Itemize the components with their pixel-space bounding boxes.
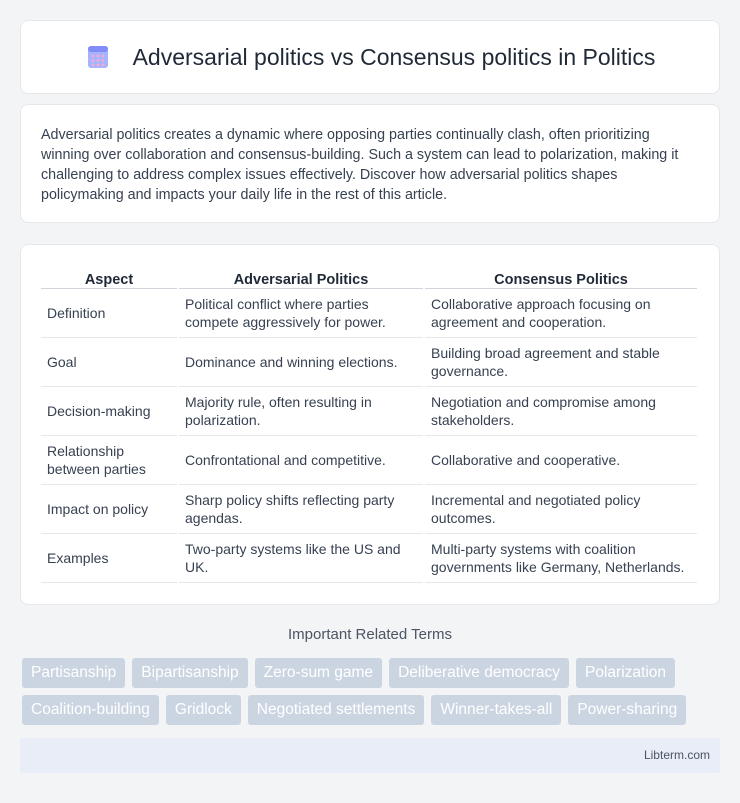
aspect-cell: Definition [41, 289, 177, 338]
header-card [20, 20, 720, 94]
tag-bipartisanship[interactable]: Bipartisanship [132, 658, 247, 688]
adversarial-cell: Political conflict where parties compete aggressively for power. [179, 289, 423, 338]
consensus-cell: Building broad agreement and stable governance. [425, 338, 697, 387]
table-row [41, 436, 697, 485]
related-terms-heading: Important Related Terms [288, 626, 452, 643]
calculator-icon [85, 44, 111, 70]
aspect-cell: Goal [41, 338, 177, 387]
aspect-cell: Impact on policy [41, 485, 177, 534]
intro-card [20, 104, 720, 223]
intro-text: Adversarial politics creates a dynamic where opposing parties continually clash, often prioritizing winning over collaboration and consensus-building. Such a system can lead to polarization, making it challenging to address complex issues effectively. Discover how adversarial politics shapes policymaking and impacts your daily life in the rest of this article. [41, 127, 679, 203]
adversarial-cell: Majority rule, often resulting in polarization. [179, 387, 423, 436]
comparison-table [39, 265, 699, 583]
aspect-cell: Examples [41, 534, 177, 583]
column-header-adversarial: Adversarial Politics [179, 265, 423, 289]
adversarial-cell: Confrontational and competitive. [179, 436, 423, 485]
tag-partisanship[interactable]: Partisanship [22, 658, 125, 688]
consensus-cell: Incremental and negotiated policy outcomes. [425, 485, 697, 534]
consensus-cell: Negotiation and compromise among stakeholders. [425, 387, 697, 436]
consensus-cell: Collaborative and cooperative. [425, 436, 697, 485]
tag-deliberative-democracy[interactable]: Deliberative democracy [389, 658, 569, 688]
aspect-cell: Decision-making [41, 387, 177, 436]
table-row [41, 387, 697, 436]
footer [20, 738, 720, 773]
tag-gridlock[interactable]: Gridlock [166, 695, 241, 725]
consensus-cell: Multi-party systems with coalition governments like Germany, Netherlands. [425, 534, 697, 583]
tag-zero-sum-game[interactable]: Zero-sum game [255, 658, 382, 688]
tag-coalition-building[interactable]: Coalition-building [22, 695, 159, 725]
footer-site-link[interactable]: Libterm.com [643, 748, 710, 762]
tag-winner-takes-all[interactable]: Winner-takes-all [431, 695, 561, 725]
adversarial-cell: Sharp policy shifts reflecting party agendas. [179, 485, 423, 534]
comparison-card [20, 244, 720, 605]
table-row [41, 289, 697, 338]
page-title: Adversarial politics vs Consensus politics in Politics [132, 43, 656, 70]
table-row [41, 338, 697, 387]
table-row [41, 534, 697, 583]
column-header-consensus: Consensus Politics [425, 265, 697, 289]
related-terms-list [22, 658, 722, 732]
consensus-cell: Collaborative approach focusing on agreement and cooperation. [425, 289, 697, 338]
tag-negotiated-settlements[interactable]: Negotiated settlements [248, 695, 425, 725]
adversarial-cell: Dominance and winning elections. [179, 338, 423, 387]
tag-power-sharing[interactable]: Power-sharing [568, 695, 686, 725]
table-row [41, 485, 697, 534]
tag-polarization[interactable]: Polarization [576, 658, 675, 688]
adversarial-cell: Two-party systems like the US and UK. [179, 534, 423, 583]
aspect-cell: Relationship between parties [41, 436, 177, 485]
column-header-aspect: Aspect [41, 265, 177, 289]
table-header-row [41, 265, 697, 289]
